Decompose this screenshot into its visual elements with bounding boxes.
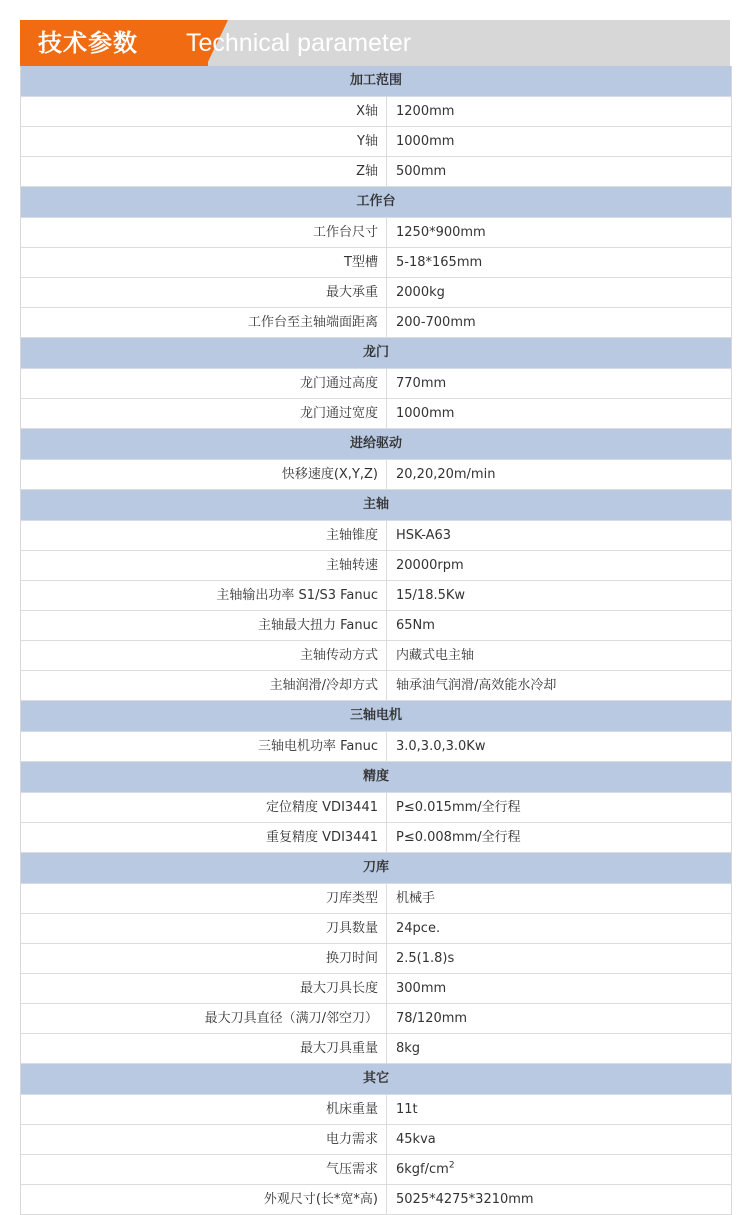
spec-value-text: 5-18*165mm — [396, 255, 483, 270]
spec-value — [387, 460, 731, 489]
section-header: 加工范围 — [21, 66, 731, 97]
spec-value — [387, 884, 731, 913]
page-title-en: Technical parameter — [186, 29, 412, 57]
spec-label: 电力需求 — [21, 1125, 387, 1154]
spec-row — [21, 551, 731, 581]
spec-row — [21, 1095, 731, 1125]
spec-row — [21, 1034, 731, 1064]
spec-value — [387, 793, 731, 822]
spec-row — [21, 521, 731, 551]
spec-value-text: 5025*4275*3210mm — [396, 1192, 534, 1207]
spec-label: 主轴输出功率 S1/S3 Fanuc — [21, 581, 387, 610]
spec-label: 工作台至主轴端面距离 — [21, 308, 387, 337]
spec-value — [387, 944, 731, 973]
header-banner — [20, 20, 730, 66]
spec-table — [20, 66, 732, 1215]
spec-value — [387, 671, 731, 700]
spec-label: 换刀时间 — [21, 944, 387, 973]
spec-label: 最大刀具直径（满刀/邻空刀） — [21, 1004, 387, 1033]
spec-value — [387, 611, 731, 640]
spec-value — [387, 1095, 731, 1124]
spec-label: 主轴锥度 — [21, 521, 387, 550]
spec-label: Y轴 — [21, 127, 387, 156]
spec-value-text: 8kg — [396, 1041, 421, 1056]
spec-value-superscript: 2 — [448, 1160, 455, 1171]
spec-value-text: 1000mm — [396, 406, 455, 421]
spec-value-text: 24pce. — [396, 921, 441, 936]
spec-value — [387, 127, 731, 156]
spec-row — [21, 1004, 731, 1034]
spec-value-text: 11t — [396, 1102, 418, 1117]
spec-row — [21, 1155, 731, 1185]
spec-row — [21, 1185, 731, 1215]
spec-label: 刀具数量 — [21, 914, 387, 943]
spec-label: 主轴润滑/冷却方式 — [21, 671, 387, 700]
spec-row — [21, 944, 731, 974]
spec-label: 工作台尺寸 — [21, 218, 387, 247]
spec-value-text: 45kva — [396, 1132, 436, 1147]
spec-label: 外观尺寸(长*宽*高) — [21, 1185, 387, 1214]
section-header: 进给驱动 — [21, 429, 731, 460]
spec-row — [21, 460, 731, 490]
spec-label: 快移速度(X,Y,Z) — [21, 460, 387, 489]
spec-label: X轴 — [21, 97, 387, 126]
spec-value — [387, 157, 731, 186]
spec-label: 龙门通过宽度 — [21, 399, 387, 428]
spec-value — [387, 1125, 731, 1154]
spec-row — [21, 369, 731, 399]
spec-row — [21, 97, 731, 127]
spec-row — [21, 732, 731, 762]
spec-value — [387, 641, 731, 670]
spec-value — [387, 248, 731, 277]
spec-label: 机床重量 — [21, 1095, 387, 1124]
spec-label: 主轴最大扭力 Fanuc — [21, 611, 387, 640]
spec-label: T型槽 — [21, 248, 387, 277]
spec-row — [21, 127, 731, 157]
spec-value-text: 500mm — [396, 164, 447, 179]
spec-label: 主轴传动方式 — [21, 641, 387, 670]
section-header: 其它 — [21, 1064, 731, 1095]
spec-value-text: P≤0.008mm/全行程 — [396, 830, 521, 845]
section-header: 精度 — [21, 762, 731, 793]
spec-value-text: 20000rpm — [396, 558, 464, 573]
spec-value — [387, 521, 731, 550]
spec-value-text: 1000mm — [396, 134, 455, 149]
spec-row — [21, 884, 731, 914]
spec-row — [21, 611, 731, 641]
spec-label: 刀库类型 — [21, 884, 387, 913]
spec-value-text: 机械手 — [396, 891, 436, 906]
spec-label: 主轴转速 — [21, 551, 387, 580]
spec-value — [387, 1004, 731, 1033]
spec-value-text: 78/120mm — [396, 1011, 468, 1026]
spec-value — [387, 974, 731, 1003]
spec-label: Z轴 — [21, 157, 387, 186]
spec-value — [387, 1185, 731, 1214]
spec-row — [21, 641, 731, 671]
spec-value-text: 2.5(1.8)s — [396, 951, 455, 966]
spec-row — [21, 278, 731, 308]
spec-value-text: 2000kg — [396, 285, 445, 300]
spec-value-text: 770mm — [396, 376, 447, 391]
spec-value — [387, 369, 731, 398]
spec-value-text: 3.0,3.0,3.0Kw — [396, 739, 486, 754]
spec-value — [387, 581, 731, 610]
spec-value-text: 65Nm — [396, 618, 435, 633]
spec-row — [21, 793, 731, 823]
spec-row — [21, 1125, 731, 1155]
spec-value-text: 20,20,20m/min — [396, 467, 496, 482]
section-header: 工作台 — [21, 187, 731, 218]
spec-value-text: P≤0.015mm/全行程 — [396, 800, 521, 815]
spec-value-text: 200-700mm — [396, 315, 476, 330]
spec-value — [387, 1034, 731, 1063]
spec-row — [21, 399, 731, 429]
spec-value-text: 6kgf/cm — [396, 1162, 449, 1177]
spec-row — [21, 248, 731, 278]
spec-value-text: 内藏式电主轴 — [396, 648, 475, 663]
spec-value-text: 1250*900mm — [396, 225, 486, 240]
spec-value-text: HSK-A63 — [396, 528, 452, 543]
spec-row — [21, 671, 731, 701]
spec-label: 龙门通过高度 — [21, 369, 387, 398]
spec-label: 三轴电机功率 Fanuc — [21, 732, 387, 761]
spec-row — [21, 218, 731, 248]
spec-value — [387, 551, 731, 580]
spec-value — [387, 732, 731, 761]
spec-value — [387, 914, 731, 943]
spec-value-text: 轴承油气润滑/高效能水冷却 — [396, 678, 557, 693]
page-title-cn: 技术参数 — [38, 29, 138, 57]
spec-value-text: 1200mm — [396, 104, 455, 119]
spec-value — [387, 308, 731, 337]
spec-value — [387, 218, 731, 247]
spec-value-text: 300mm — [396, 981, 447, 996]
section-header: 三轴电机 — [21, 701, 731, 732]
spec-value — [387, 97, 731, 126]
section-header: 龙门 — [21, 338, 731, 369]
section-header: 主轴 — [21, 490, 731, 521]
spec-row — [21, 157, 731, 187]
spec-row — [21, 308, 731, 338]
spec-row — [21, 581, 731, 611]
spec-row — [21, 823, 731, 853]
spec-value — [387, 823, 731, 852]
spec-label: 最大刀具长度 — [21, 974, 387, 1003]
spec-label: 气压需求 — [21, 1155, 387, 1184]
spec-value-text: 15/18.5Kw — [396, 588, 466, 603]
spec-label: 重复精度 VDI3441 — [21, 823, 387, 852]
spec-label: 最大刀具重量 — [21, 1034, 387, 1063]
spec-label: 定位精度 VDI3441 — [21, 793, 387, 822]
section-header: 刀库 — [21, 853, 731, 884]
spec-row — [21, 914, 731, 944]
spec-row — [21, 974, 731, 1004]
spec-value — [387, 278, 731, 307]
spec-label: 最大承重 — [21, 278, 387, 307]
spec-value — [387, 1155, 731, 1184]
spec-value — [387, 399, 731, 428]
